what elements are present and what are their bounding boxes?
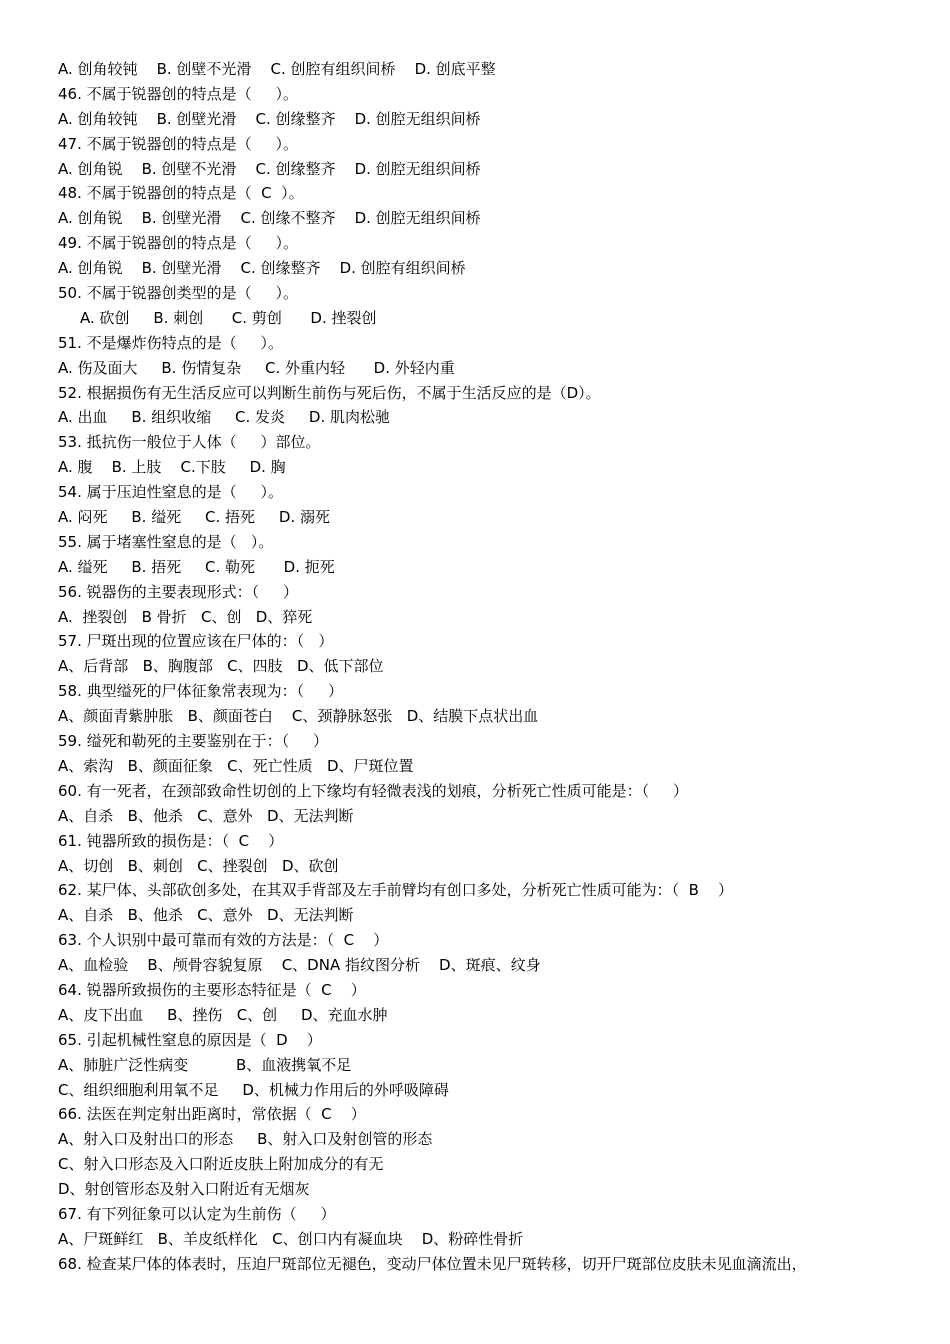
q52-options: A. 出血 B. 组织收缩 C. 发炎 D. 肌肉松驰 bbox=[58, 408, 390, 427]
q48-options: A. 创角锐 B. 创壁光滑 C. 创缘不整齐 D. 创腔无组织间桥 bbox=[58, 209, 481, 228]
q47-options: A. 创角锐 B. 创壁不光滑 C. 创缘整齐 D. 创腔无组织间桥 bbox=[58, 159, 481, 178]
q54-question: 54. 属于压迫性窒息的是（ ）。 bbox=[58, 483, 283, 502]
q67-options: A、尸斑鲜红 B、羊皮纸样化 C、创口内有凝血块 D、粉碎性骨折 bbox=[58, 1229, 524, 1248]
q55-question: 55. 属于堵塞性窒息的是（ ）。 bbox=[58, 532, 274, 551]
q54-options: A. 闷死 B. 缢死 C. 捂死 D. 溺死 bbox=[58, 508, 330, 527]
q57-options: A、后背部 B、胸腹部 C、四肢 D、低下部位 bbox=[58, 657, 384, 676]
q63-question: 63. 个人识别中最可靠而有效的方法是：（ C ） bbox=[58, 931, 389, 950]
q59-options: A、索沟 B、颜面征象 C、死亡性质 D、尸斑位置 bbox=[58, 756, 414, 775]
q66-question: 66. 法医在判定射出距离时，常依据（ C ） bbox=[58, 1105, 366, 1124]
q55-options: A. 缢死 B. 捂死 C. 勒死 D. 扼死 bbox=[58, 557, 335, 576]
q62-options: A、自杀 B、他杀 C、意外 D、无法判断 bbox=[58, 906, 354, 925]
q64-options: A、皮下出血 B、挫伤 C、创 D、充血水肿 bbox=[58, 1005, 388, 1024]
q68-question: 68. 检查某尸体的体表时，压迫尸斑部位无褪色，变动尸体位置未见尸斑转移，切开尸斑部位皮肤未见血滴流出， bbox=[58, 1254, 807, 1273]
q66-option-c: C、射入口形态及入口附近皮肤上附加成分的有无 bbox=[58, 1155, 384, 1174]
q48-question: 48. 不属于锐器创的特点是（ C ）。 bbox=[58, 184, 304, 203]
q67-question: 67. 有下列征象可以认定为生前伤（ ） bbox=[58, 1204, 336, 1223]
q59-question: 59. 缢死和勒死的主要鉴别在于：（ ） bbox=[58, 732, 328, 751]
q56-question: 56. 锐器伤的主要表现形式：（ ） bbox=[58, 582, 298, 601]
q53-question: 53. 抵抗伤一般位于人体（ ）部位。 bbox=[58, 433, 321, 452]
q47-question: 47. 不属于锐器创的特点是（ ）。 bbox=[58, 134, 298, 153]
q52-question: 52. 根据损伤有无生活反应可以判断生前伤与死后伤，不属于生活反应的是（D）。 bbox=[58, 383, 601, 402]
q66-option-d: D、射创管形态及射入口附近有无烟灰 bbox=[58, 1180, 310, 1199]
q61-question: 61. 钝器所致的损伤是：（ C ） bbox=[58, 831, 284, 850]
q60-options: A、自杀 B、他杀 C、意外 D、无法判断 bbox=[58, 806, 354, 825]
q50-options: A. 砍创 B. 刺创 C. 剪创 D. 挫裂创 bbox=[80, 308, 377, 327]
q62-question: 62. 某尸体、头部砍创多处，在其双手背部及左手前臂均有创口多处，分析死亡性质可能为：（ B ） bbox=[58, 881, 734, 900]
q45-options: A. 创角较钝 B. 创壁不光滑 C. 创腔有组织间桥 D. 创底平整 bbox=[58, 60, 496, 78]
q57-question: 57. 尸斑出现的位置应该在尸体的：（ ） bbox=[58, 632, 334, 651]
q60-question: 60. 有一死者，在颈部致命性切创的上下缘均有轻微表浅的划痕，分析死亡性质可能是：（ ） bbox=[58, 781, 688, 800]
q64-question: 64. 锐器所致损伤的主要形态特征是（ C ） bbox=[58, 980, 366, 999]
q65-options-ab: A、肺脏广泛性病变 B、血液携氧不足 bbox=[58, 1055, 352, 1074]
q56-options: A. 挫裂创 B 骨折 C、创 D、猝死 bbox=[58, 607, 313, 626]
q49-question: 49. 不属于锐器创的特点是（ ）。 bbox=[58, 234, 298, 253]
q53-options: A. 腹 B. 上肢 C.下肢 D. 胸 bbox=[58, 458, 286, 477]
q51-question: 51. 不是爆炸伤特点的是（ ）。 bbox=[58, 333, 283, 352]
q63-options: A、血检验 B、颅骨容貌复原 C、DNA 指纹图分析 D、斑痕、纹身 bbox=[58, 956, 541, 975]
document-page bbox=[58, 57, 918, 1277]
q46-options: A. 创角较钝 B. 创壁光滑 C. 创缘整齐 D. 创腔无组织间桥 bbox=[58, 109, 481, 128]
q50-question: 50. 不属于锐器创类型的是（ ）。 bbox=[58, 284, 298, 303]
q46-question: 46. 不属于锐器创的特点是（ ）。 bbox=[58, 84, 298, 103]
q66-options-ab: A、射入口及射出口的形态 B、射入口及射创管的形态 bbox=[58, 1130, 433, 1149]
q49-options: A. 创角锐 B. 创壁光滑 C. 创缘整齐 D. 创腔有组织间桥 bbox=[58, 259, 466, 278]
q65-options-cd: C、组织细胞利用氧不足 D、机械力作用后的外呼吸障碍 bbox=[58, 1080, 449, 1099]
q61-options: A、切创 B、刺创 C、挫裂创 D、砍创 bbox=[58, 856, 339, 875]
q51-options: A. 伤及面大 B. 伤情复杂 C. 外重内轻 D. 外轻内重 bbox=[58, 358, 455, 377]
q65-question: 65. 引起机械性窒息的原因是（ D ） bbox=[58, 1030, 322, 1049]
q58-options: A、颜面青紫肿胀 B、颜面苍白 C、颈静脉怒张 D、结膜下点状出血 bbox=[58, 707, 539, 726]
q58-question: 58. 典型缢死的尸体征象常表现为：（ ） bbox=[58, 682, 343, 701]
